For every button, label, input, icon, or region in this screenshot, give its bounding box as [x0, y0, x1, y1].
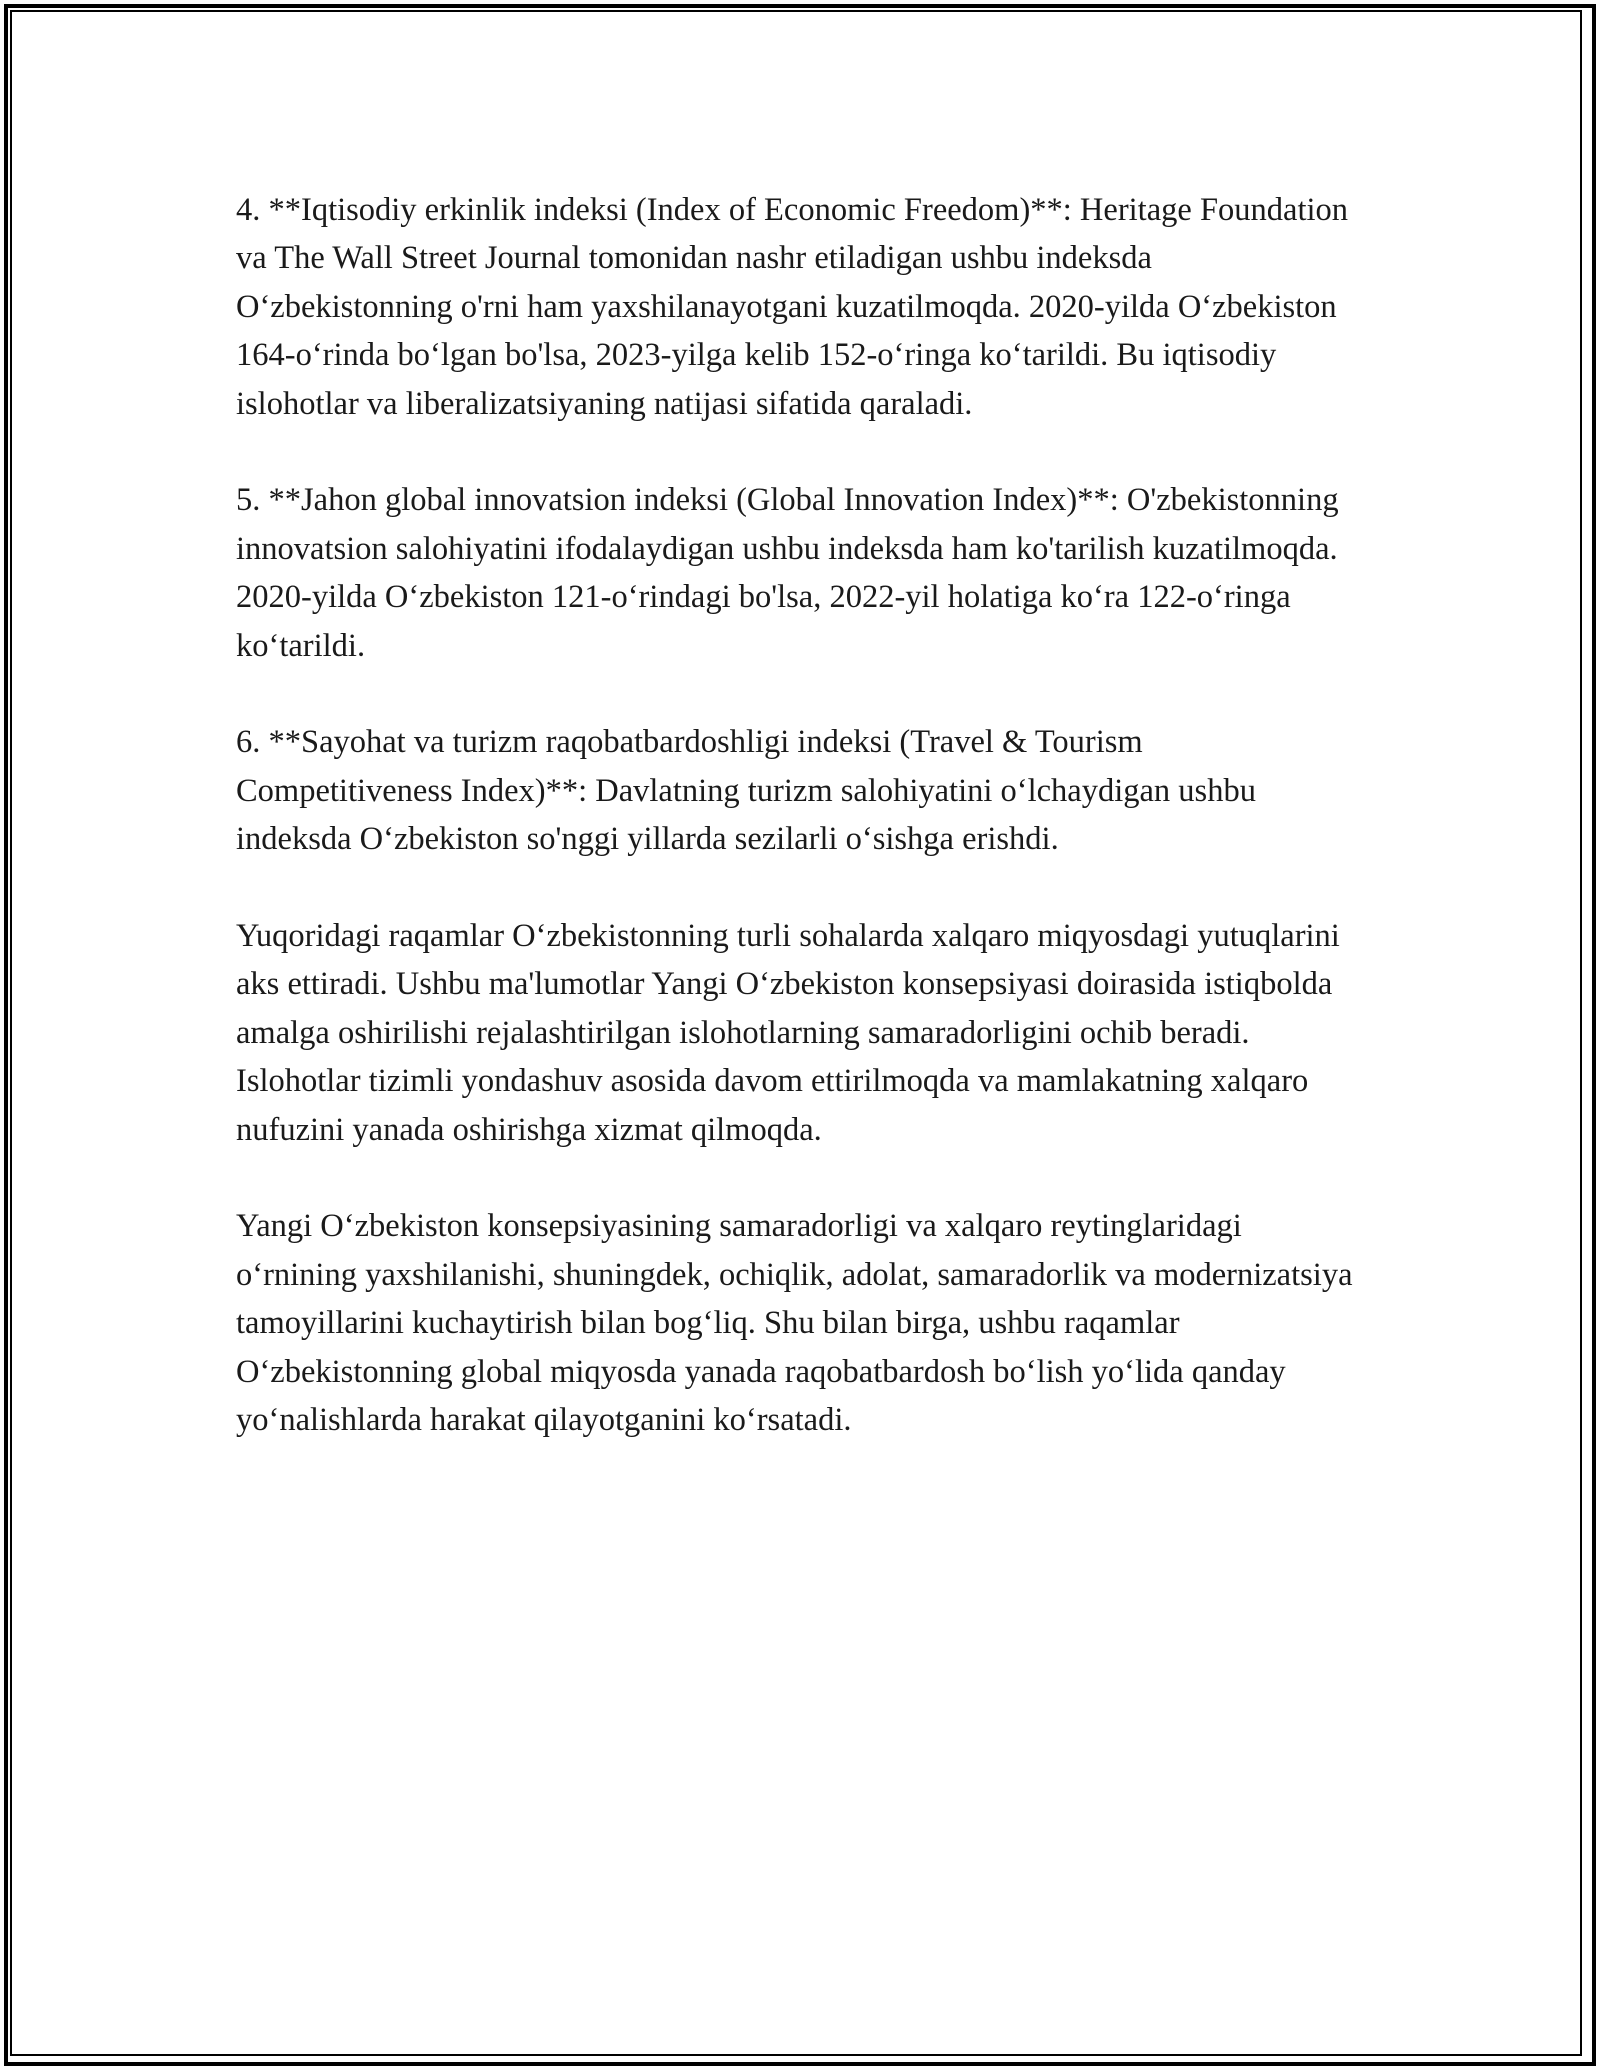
paragraph-global-innovation-index: 5. **Jahon global innovatsion indeksi (Global Innovation Index)**: O'zbekistonning innovatsion salohiyatini ifodalaydigan ushbu indeksda ham ko'tarilish kuzatilmoqda. 2020-yilda O‘zbekiston 121-o‘rindagi bo'lsa, 2022-yil holatiga ko‘ra 122-o‘ringa ko‘tarildi. — [236, 482, 1339, 664]
paragraph-conclusion: Yangi O‘zbekiston konsepsiyasining samaradorligi va xalqaro reytinglaridagi o‘rnining yaxshilanishi, shuningdek, ochiqlik, adolat, samaradorlik va modernizatsiya tamoyillarini kuchaytirish bilan bog‘liq. Shu bilan birga, ushbu raqamlar O‘zbekistonning global miqyosda yanada raqobatbardosh bo‘lish yo‘lida qanday yo‘nalishlarda harakat qilayotganini ko‘rsatadi. — [236, 1208, 1353, 1439]
paragraph-travel-tourism-index: 6. **Sayohat va turizm raqobatbardoshligi indeksi (Travel & Tourism Competitiveness Index)**: Davlatning turizm salohiyatini o‘lchaydigan ushbu indeksda O‘zbekiston so'nggi yillarda sezilarli o‘sishga erishdi. — [236, 724, 1256, 858]
paragraph-summary-achievements: Yuqoridagi raqamlar O‘zbekistonning turli sohalarda xalqaro miqyosdagi yutuqlarini aks ettiradi. Ushbu ma'lumotlar Yangi O‘zbekiston konsepsiyasi doirasida istiqbolda amalga oshirilishi rejalashtirilgan islohotlarning samaradorligini ochib beradi. Islohotlar tizimli yondashuv asosida davom ettirilmoqda va mamlakatning xalqaro nufuzini yanada oshirishga xizmat qilmoqda. — [236, 918, 1340, 1148]
document-body — [236, 186, 1366, 1493]
paragraph-economic-freedom-index: 4. **Iqtisodiy erkinlik indeksi (Index of Economic Freedom)**: Heritage Foundation va The Wall Street Journal tomonidan nashr etiladigan ushbu indeksda O‘zbekistonning o'rni ham yaxshilanayotgani kuzatilmoqda. 2020-yilda O‘zbekiston 164-o‘rinda bo‘lgan bo'lsa, 2023-yilga kelib 152-o‘ringa ko‘tarildi. Bu iqtisodiy islohotlar va liberalizatsiyaning natijasi sifatida qaraladi. — [236, 192, 1348, 422]
